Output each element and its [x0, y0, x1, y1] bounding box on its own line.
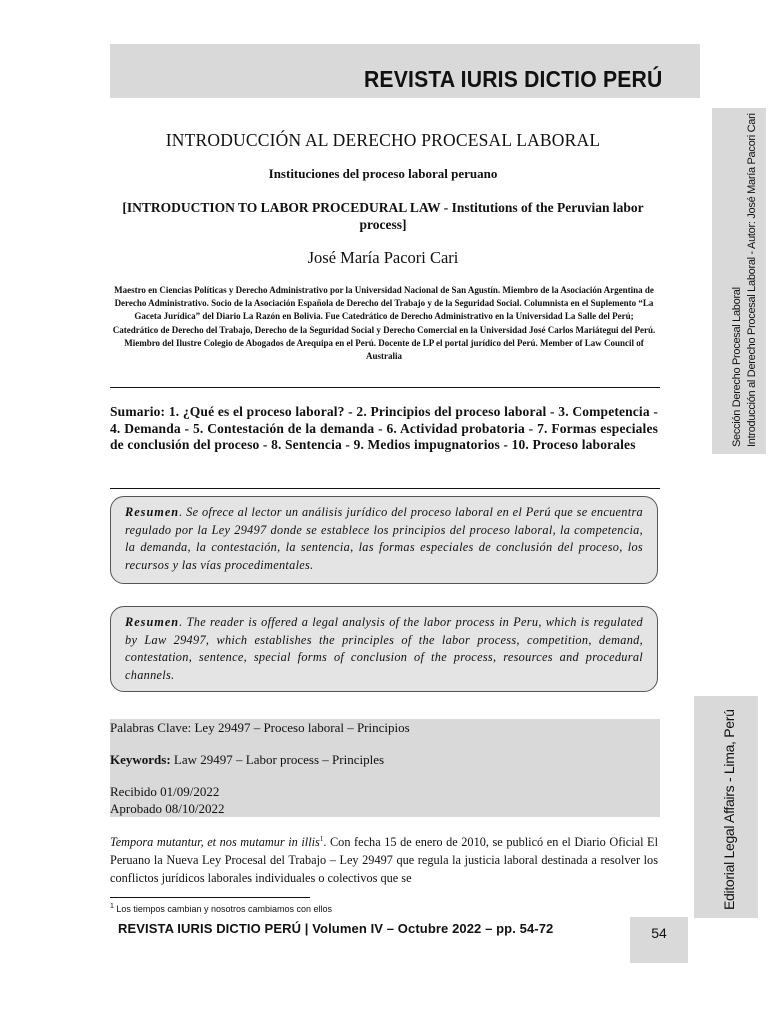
side-tab-section: [712, 108, 766, 454]
abstract-spanish-label: Resumen: [125, 505, 180, 519]
body-paragraph: [110, 833, 658, 887]
footnote-marker: 1: [110, 903, 114, 910]
side-section-label: Sección Derecho Procesal Laboral: [731, 287, 743, 447]
abstract-spanish-box: [110, 496, 658, 584]
footer-citation: REVISTA IURIS DICTIO PERÚ | Volumen IV – Octubre 2022 – pp. 54-72: [118, 921, 554, 936]
footnote-text: Los tiempos cambian y nosotros cambiamos con ellos: [113, 904, 333, 914]
keywords-spanish: [110, 720, 410, 736]
side-publisher-label: Editorial Legal Affairs - Lima, Perú: [721, 709, 737, 910]
side-tab-publisher: [694, 696, 758, 918]
article-title: INTRODUCCIÓN AL DERECHO PROCESAL LABORAL: [165, 130, 601, 150]
article-subtitle: Instituciones del proceso laboral peruano: [268, 166, 498, 181]
article-english-title: [INTRODUCTION TO LABOR PROCEDURAL LAW - Institutions of the Peruvian labor process]: [122, 200, 644, 232]
abstract-english: [125, 614, 643, 684]
abstract-spanish: [125, 504, 643, 574]
abstract-english-box: [110, 606, 658, 692]
latin-quote: Tempora mutantur, et nos mutamur in illis: [110, 835, 320, 849]
approved-date: Aprobado 08/10/2022: [110, 801, 225, 816]
body-text: . Con fecha 15 de enero de 2010, se publicó en el Diario Oficial El Peruano la Nueva Ley Procesal del Trabajo – Ley 29497 que regula la justicia laboral destinada a resolver los conflictos jurídicos laborales individuales o colectivos que se: [110, 835, 658, 885]
footnote-rule: [110, 897, 310, 898]
article-summary: Sumario: 1. ¿Qué es el proceso laboral? - 2. Principios del proceso laboral - 3. Competencia - 4. Demanda - 5. Contestación de la demanda - 6. Actividad probatoria - 7. Formas especiales de conclusión del proceso - 8. Sentencia - 9. Medios impugnatorios - 10. Proceso laborales: [110, 404, 658, 452]
article-author: José María Pacori Cari: [307, 248, 459, 267]
footnote: [110, 904, 332, 914]
side-article-label: Introducción al Derecho Procesal Laboral - Autor: José María Pacori Cari: [746, 113, 758, 447]
divider-bottom: [110, 488, 660, 489]
received-date: Recibido 01/09/2022: [110, 784, 220, 799]
keywords-english-label: Keywords:: [110, 752, 171, 767]
keywords-spanish-label: Palabras Clave: [110, 720, 188, 735]
divider-top: [110, 387, 660, 388]
abstract-spanish-text: . Se ofrece al lector un análisis jurídico del proceso laboral en el Perú que se encuentra regulado por la Ley 29497 donde se establece los principios del proceso laboral, la competencia, la demanda, la contestación, la sentencia, las formas especiales de conclusión del proceso, los recursos y las vías procedimentales.: [125, 505, 643, 572]
journal-title: REVISTA IURIS DICTIO PERÚ: [363, 66, 662, 92]
author-bio: Maestro en Ciencias Políticas y Derecho Administrativo por la Universidad Nacional de San Agustín. Miembro de la Asociación Argentina de Derecho Administrativo. Socio de la Asociación Española de Derecho del Trabajo y de la Seguridad Social. Columnista en el Suplemento “La Gaceta Jurídica” del Diario La Razón en Bolivia. Fue Catedrático de Derecho Administrativo en la Universidad La Salle del Perú; Catedrático de Derecho del Trabajo, Derecho de la Seguridad Social y Derecho Comercial en la Universidad José Carlos Mariátegui del Perú. Miembro del Ilustre Colegio de Abogados de Arequipa en el Perú. Docente de LP el portal jurídico del Perú. Member of Law Council of Australia: [112, 285, 656, 362]
page-number-box: [630, 917, 688, 963]
keywords-english: [110, 752, 384, 768]
journal-header-bar: [110, 44, 700, 98]
abstract-english-label: Resumen: [125, 615, 180, 629]
keywords-english-value: Law 29497 – Labor process – Principles: [170, 752, 385, 767]
abstract-english-text: . The reader is offered a legal analysis of the labor process in Peru, which is regulated by Law 29497, which establishes the principles of the labor process, competition, demand, contestation, sentence, special forms of conclusion of the process, resources and procedural channels.: [125, 615, 643, 682]
keywords-spanish-value: : Ley 29497 – Proceso laboral – Principios: [187, 720, 410, 735]
page-number: 54: [651, 925, 667, 941]
footnote-ref[interactable]: 1: [319, 834, 324, 843]
keywords-block: [110, 719, 660, 817]
